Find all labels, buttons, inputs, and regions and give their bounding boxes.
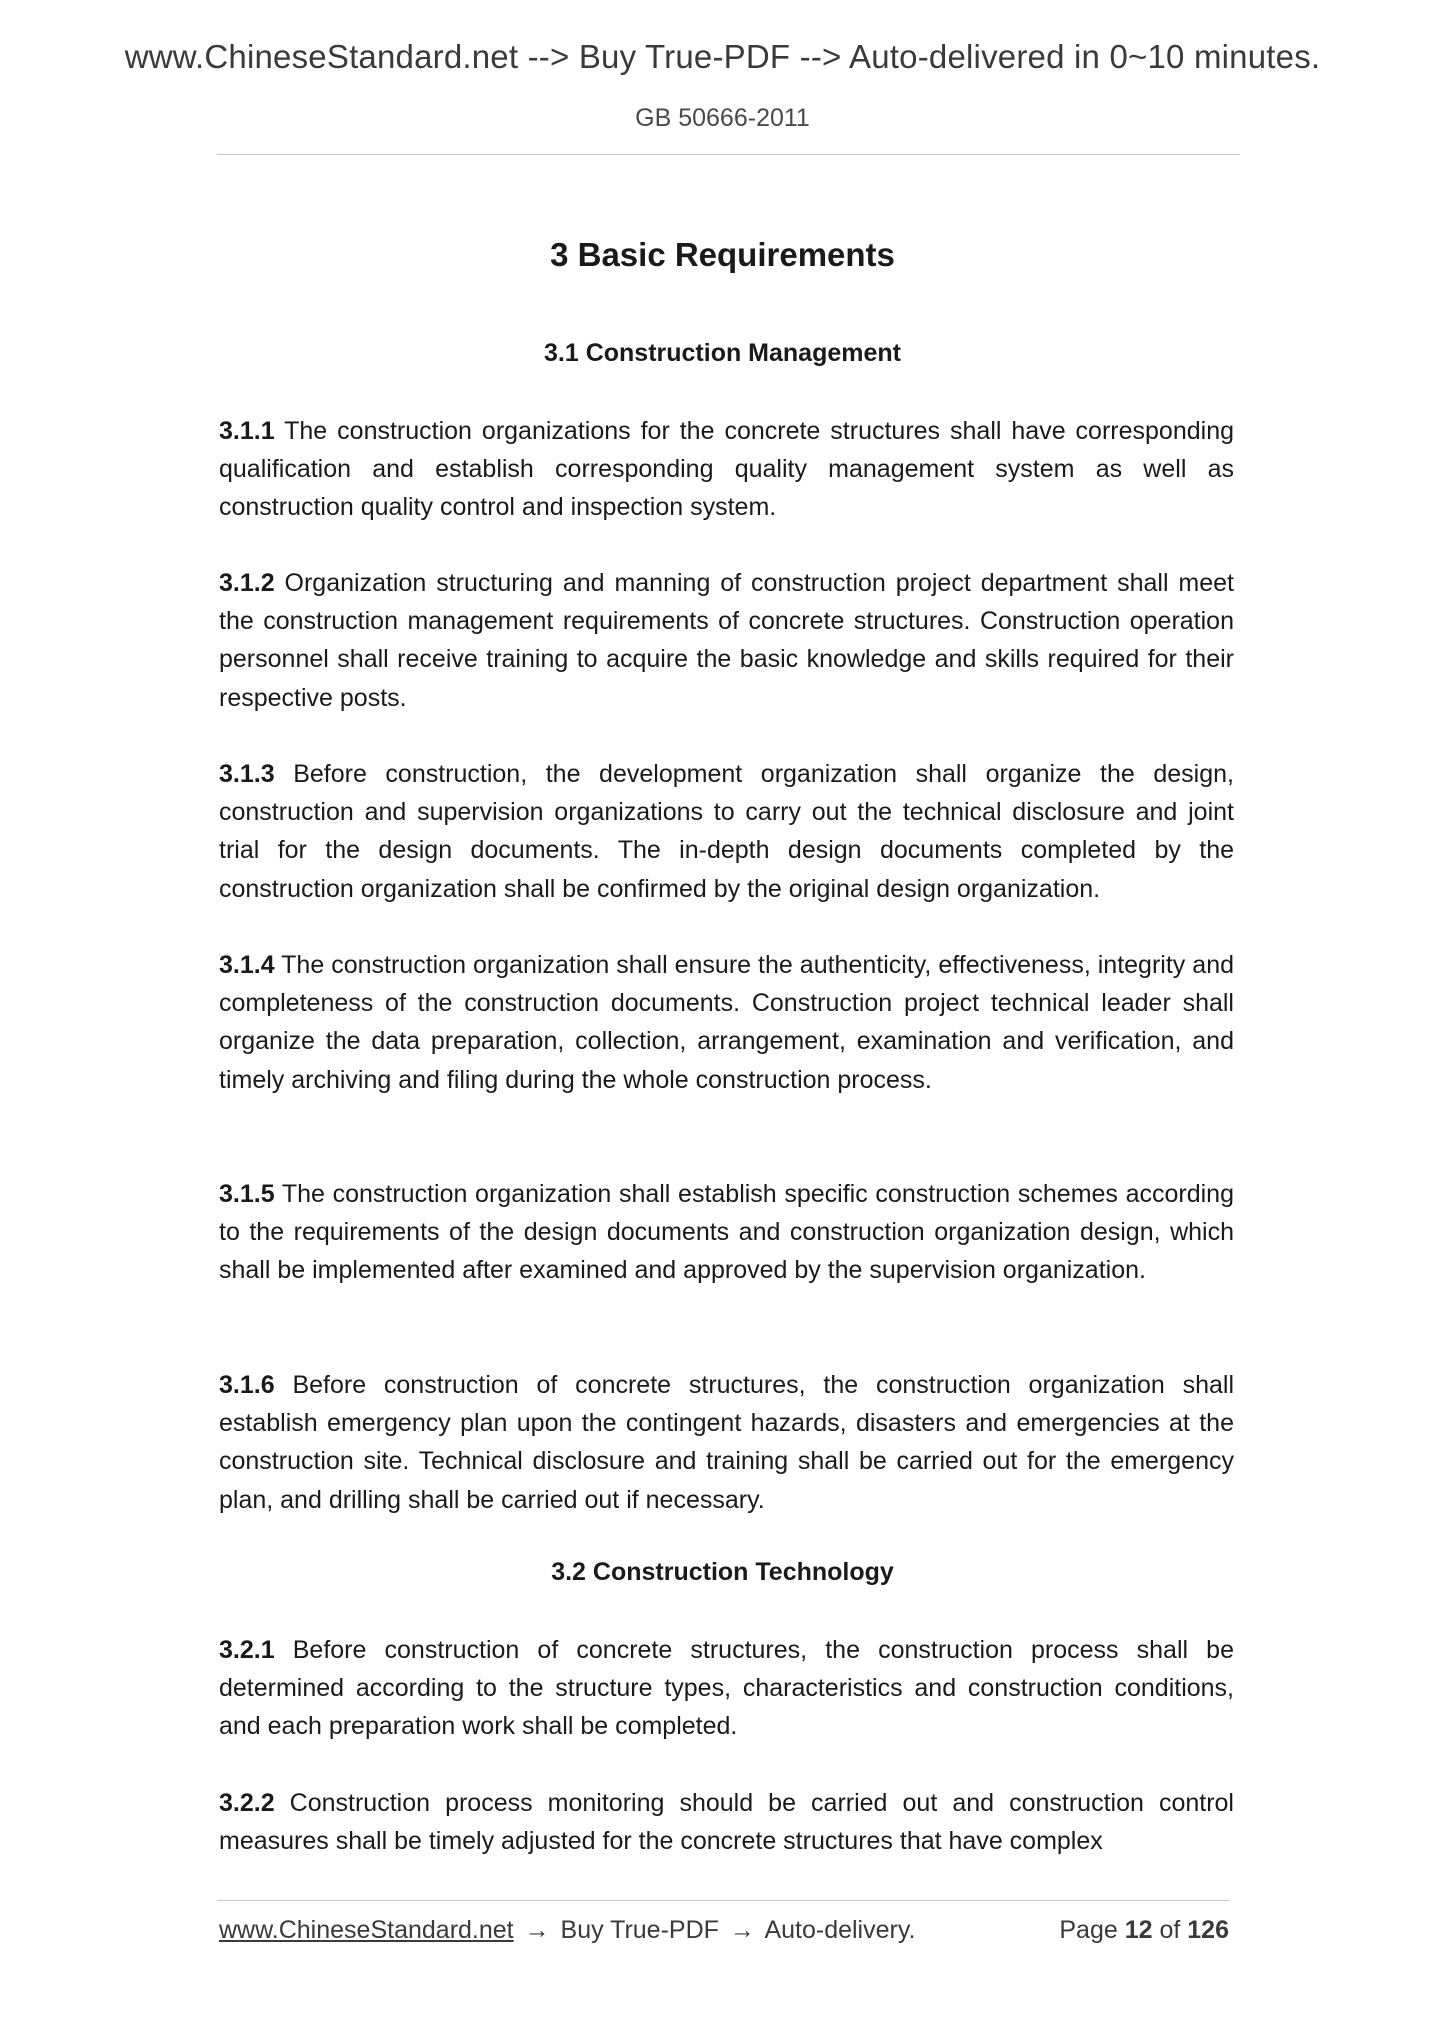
clause-3-1-4 [219,946,1234,1099]
clause-3-2-2 [219,1784,1234,1860]
clause-number: 3.1.2 [219,569,275,597]
document-code: GB 50666-2011 [635,104,810,132]
clause-text: The construction organizations for the concrete structures shall have corresponding qualification and establish corresponding quality management system as well as construction quality control and inspection system. [219,417,1234,522]
header-divider [217,154,1240,155]
clause-number: 3.2.2 [219,1789,275,1817]
clause-number: 3.1.6 [219,1371,275,1399]
total-pages: 126 [1187,1916,1229,1944]
clause-3-1-2 [219,564,1234,717]
clause-number: 3.1.5 [219,1180,275,1208]
section-title-3-1: 3.1 Construction Management [544,339,901,367]
clause-number: 3.1.4 [219,951,275,979]
clause-text: Before construction of concrete structures, the construction organization shall establish emergency plan upon the contingent hazards, disasters and emergencies at the construction site. Technical disclosure and training shall be carried out for the emergency plan, and drilling shall be carried out if necessary. [219,1371,1234,1514]
page-number: 12 [1124,1916,1153,1944]
clause-text: Organization structuring and manning of construction project department shall meet the construction management requirements of concrete structures. Construction operation personnel shall receive training to acquire the basic knowledge and skills required for their respective posts. [219,569,1234,712]
clause-3-1-1 [219,412,1234,527]
arrow-right-icon: → [524,1916,550,1944]
clause-3-1-3 [219,755,1234,908]
clause-number: 3.2.1 [219,1636,275,1664]
section-title-3-2: 3.2 Construction Technology [551,1558,894,1586]
page-label: Page [1059,1916,1118,1944]
page-footer [219,1916,1229,1945]
site-banner[interactable]: www.ChineseStandard.net --> Buy True-PDF --> Auto-delivered in 0~10 minutes. [124,38,1321,75]
footer-delivery-text: Auto-delivery. [764,1916,916,1944]
chapter-title: 3 Basic Requirements [550,236,895,273]
clause-text: Before construction of concrete structures, the construction process shall be determined according to the structure types, characteristics and construction conditions, and each preparation work shall be completed. [219,1636,1234,1741]
clause-3-1-5 [219,1175,1234,1290]
clause-text: Before construction, the development organization shall organize the design, construction and supervision organizations to carry out the technical disclosure and joint trial for the design documents. The in-depth design documents completed by the construction organization shall be confirmed by the original design organization. [219,760,1234,903]
page-indicator [1059,1916,1229,1945]
footer-divider [217,1900,1230,1901]
clause-3-2-1 [219,1631,1234,1746]
clause-text: Construction process monitoring should be carried out and construction control measures shall be timely adjusted for the concrete structures that have complex [219,1789,1234,1856]
footer-site-link[interactable]: www.ChineseStandard.net [219,1916,514,1944]
footer-buy-text: Buy True-PDF [560,1916,719,1944]
arrow-right-icon: → [729,1916,755,1944]
clause-text: The construction organization shall ensure the authenticity, effectiveness, integrity and completeness of the construction documents. Construction project technical leader shall organize the data preparation, collection, arrangement, examination and verification, and timely archiving and filing during the whole construction process. [219,951,1234,1094]
clause-number: 3.1.3 [219,760,275,788]
clause-3-1-6 [219,1366,1234,1519]
of-label: of [1159,1916,1181,1944]
clause-number: 3.1.1 [219,417,275,445]
clause-text: The construction organization shall establish specific construction schemes according to the requirements of the design documents and construction organization design, which shall be implemented after examined and approved by the supervision organization. [219,1180,1234,1285]
